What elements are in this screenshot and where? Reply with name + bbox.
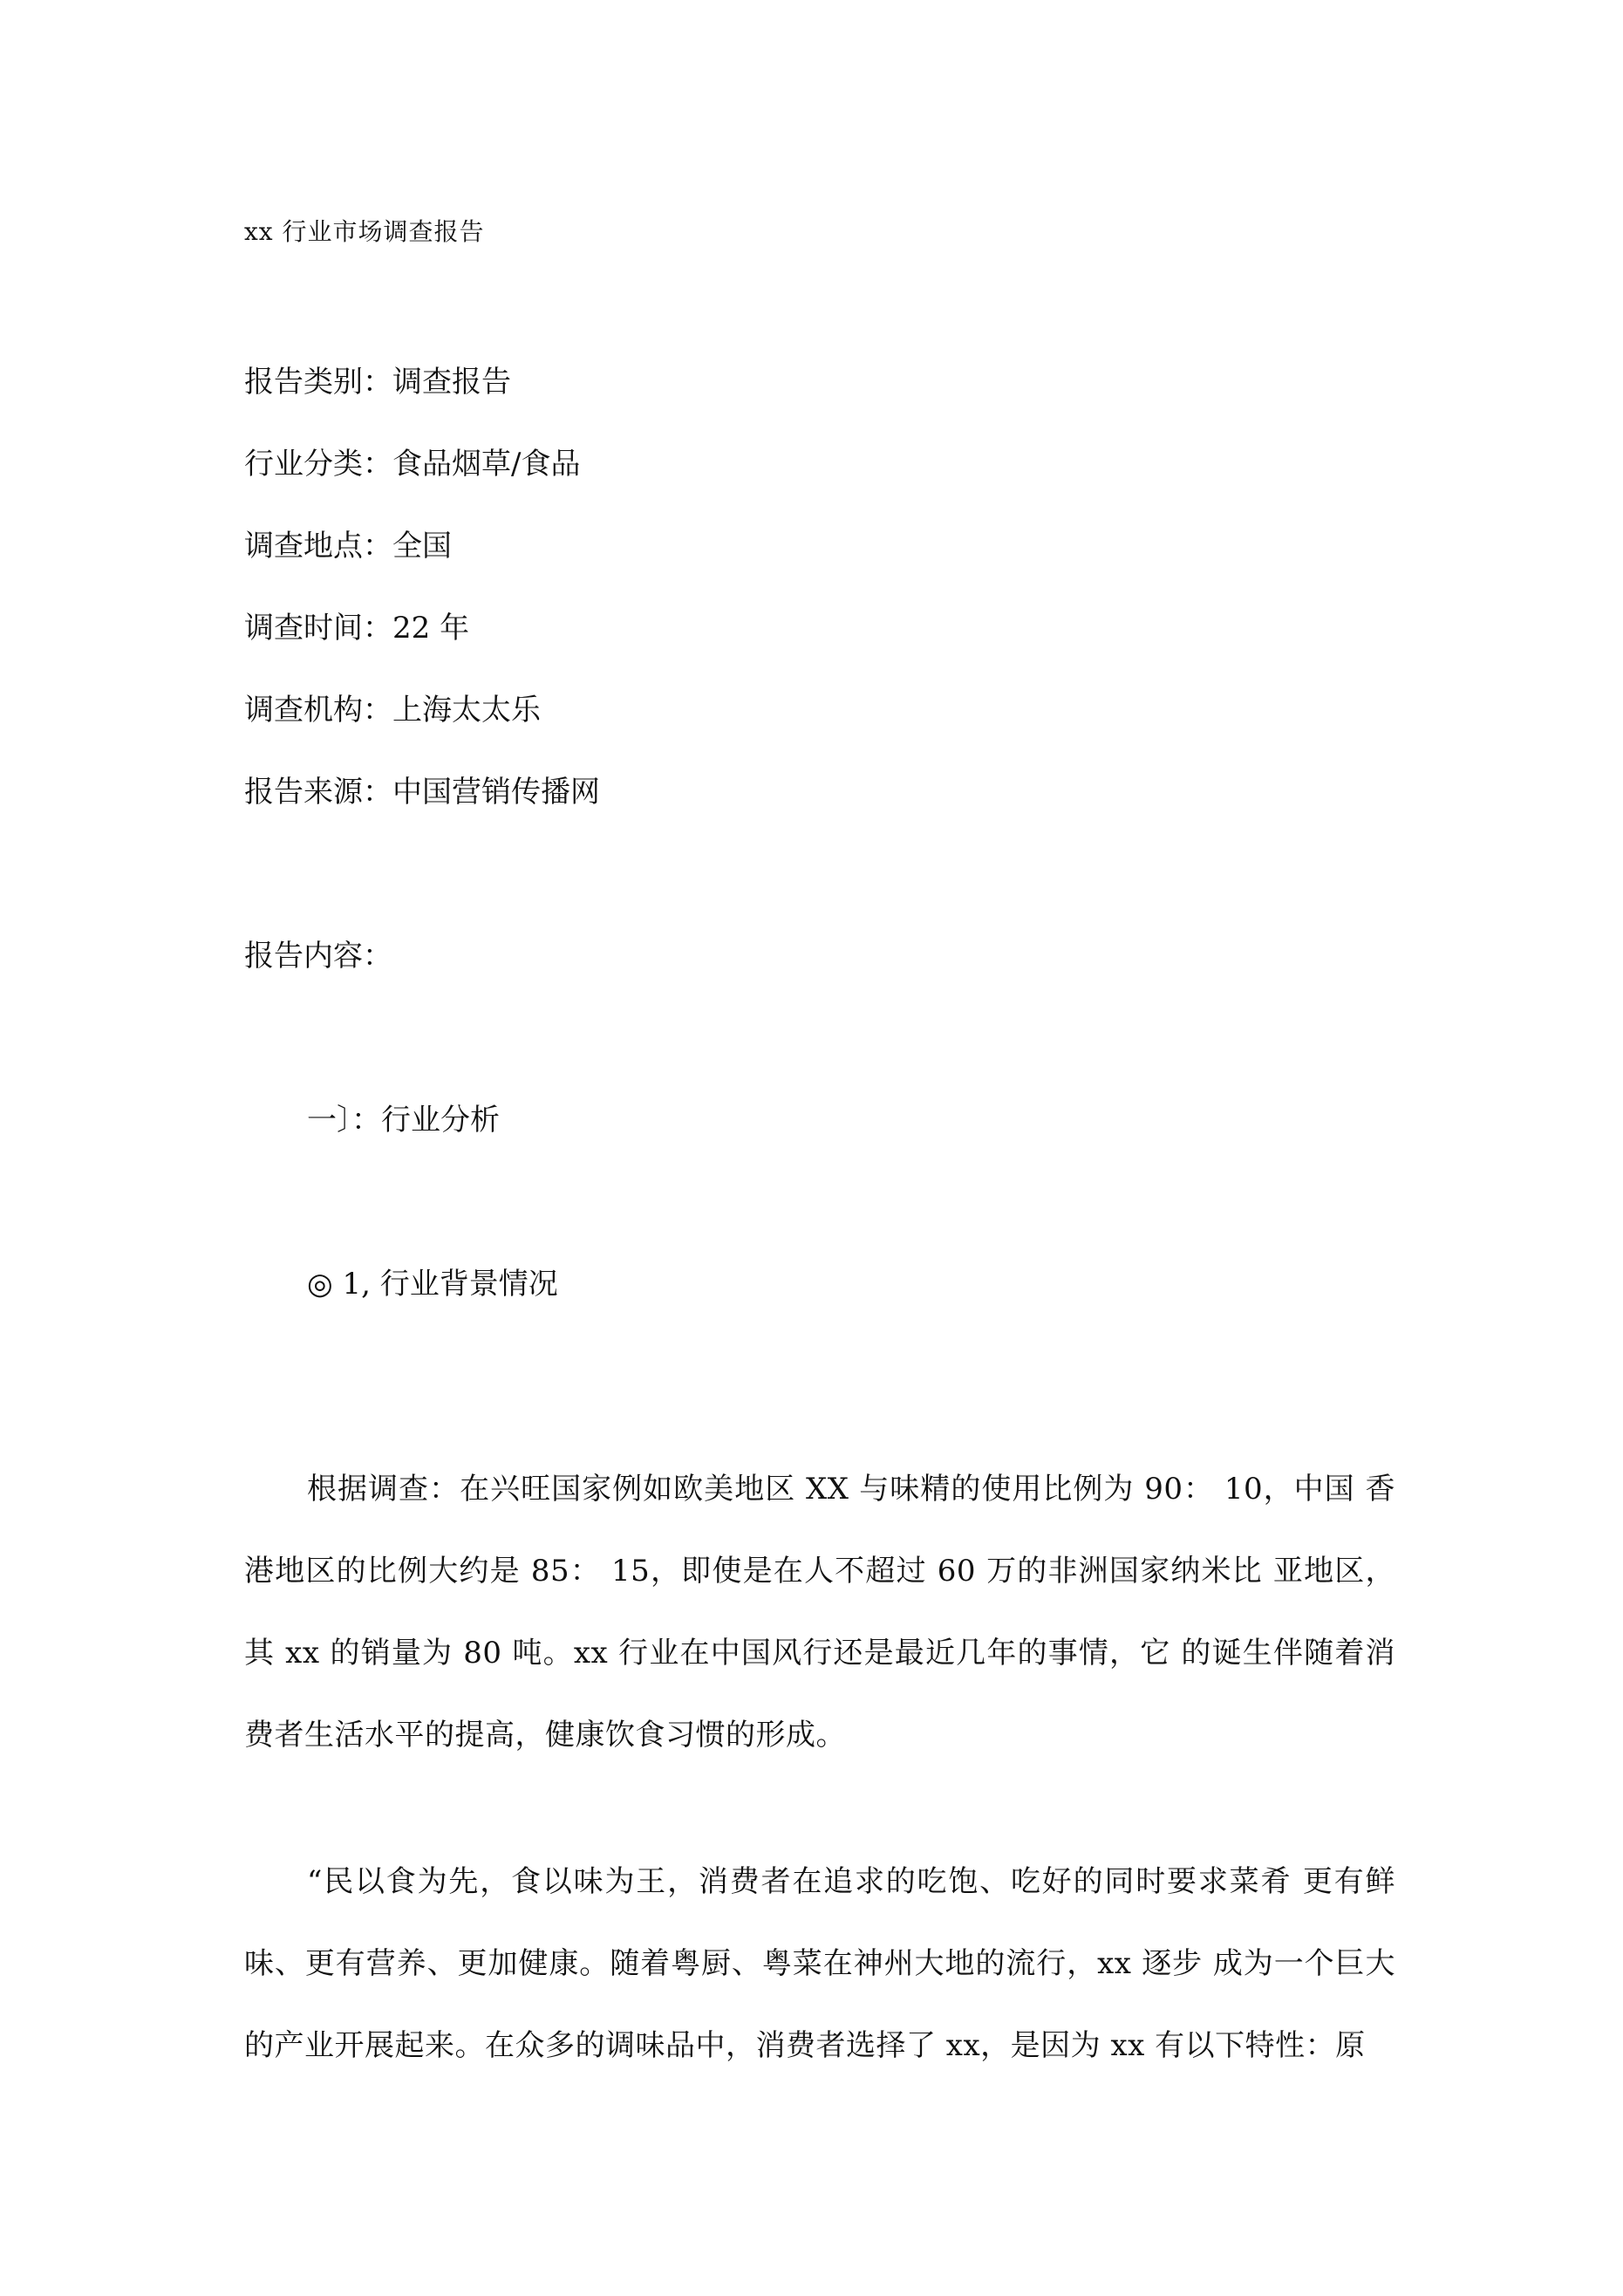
meta-report-source: 报告来源：中国营销传播网 xyxy=(244,775,600,810)
meta-survey-time: 调查时间：22 年 xyxy=(244,611,470,646)
body-paragraph-2: “民以食为先，食以味为王，消费者在追求的吃饱、吃好的同时要求菜肴 更有鲜味、更有营养、更加健康。随着粤厨、粤菜在神州大地的流行，xx 逐步 成为一个巨大的产业开展起来。在众多的调味品中，消费者选择了 xx，是因为 xx 有以下特性：原 xyxy=(244,1864,1395,2063)
meta-industry-category: 行业分类：食品烟草/食品 xyxy=(244,447,581,482)
section-heading: 一〕：行业分析 xyxy=(307,1103,500,1138)
report-content-label: 报告内容： xyxy=(244,939,392,974)
body-paragraph-1: 根据调查：在兴旺国家例如欧美地区 XX 与味精的使用比例为 90： 10，中国 香港地区的比例大约是 85： 15，即使是在人不超过 60 万的非洲国家纳米比 亚地区，其 xx 的销量为 80 吨。xx 行业在中国风行还是最近几年的事情，它 的诞生伴随着消费者生活水平的提高，健康饮食习惯的形成。 xyxy=(244,1472,1395,1753)
meta-report-category: 报告类别：调查报告 xyxy=(244,365,511,400)
document-title: xx 行业市场调查报告 xyxy=(244,217,485,246)
subsection-heading: ◎ 1, 行业背景情况 xyxy=(307,1267,558,1302)
meta-survey-location: 调查地点：全国 xyxy=(244,529,452,564)
meta-survey-organization: 调查机构：上海太太乐 xyxy=(244,693,541,728)
